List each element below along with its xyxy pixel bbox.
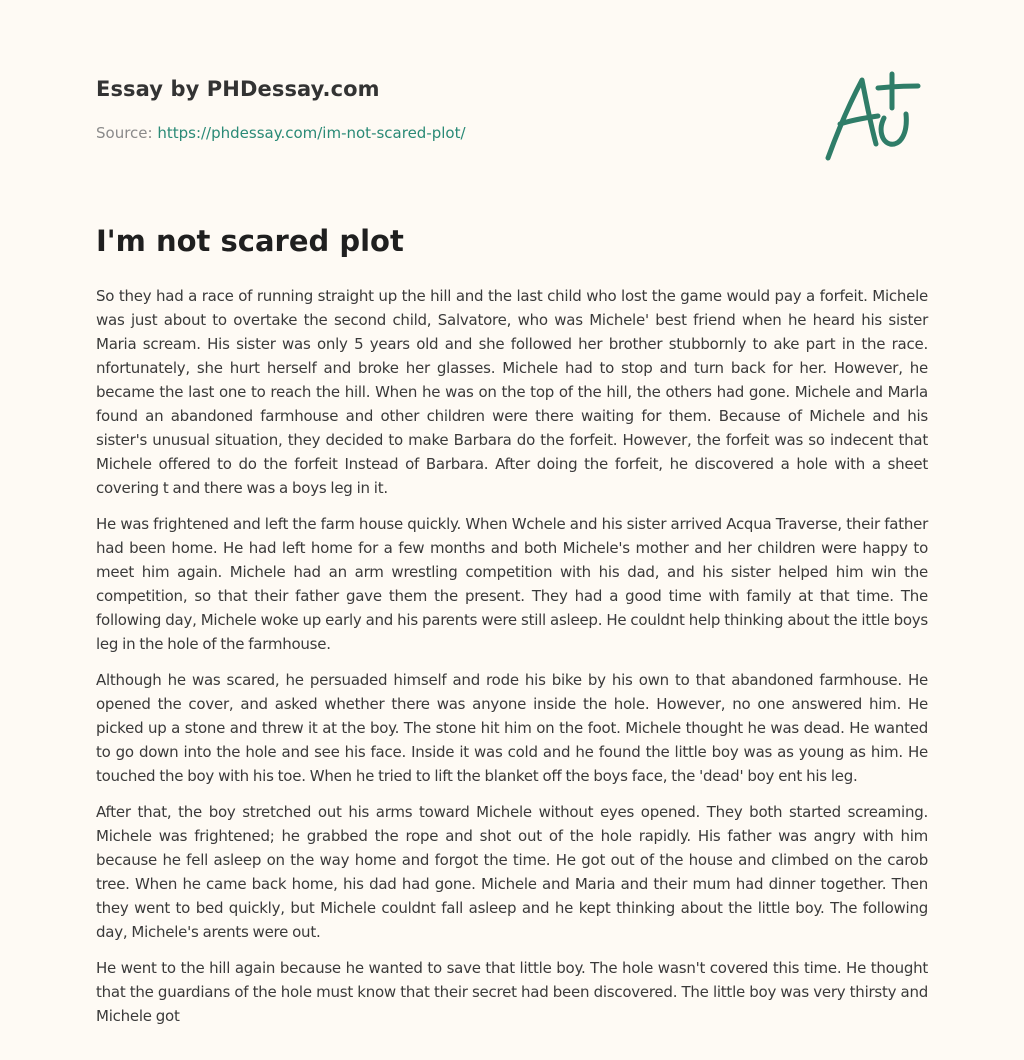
source-line [96, 124, 466, 142]
a-plus-grade-icon [822, 70, 926, 166]
source-label: Source: [96, 124, 158, 142]
essay-paragraph: So they had a race of running straight up the hill and the last child who lost the game would pay a forfeit. Michele was just about to overtake the second child, Salvatore, who was Michele' best friend when he heard his sister Maria scream. His sister was only 5 years old and she followed her brother stubbornly to ake part in the race. nfortunately, she hurt herself and broke her glasses. Michele had to stop and turn back for her. However, he became the last one to reach the hill. When he was on the top of the hill, the others had gone. Michele and Marla found an abandoned farmhouse and other children were there waiting for them. Because of Michele and his sister's unusual situation, they decided to make Barbara do the forfeit. However, the forfeit was so indecent that Michele offered to do the forfeit Instead of Barbara. After doing the forfeit, he discovered a hole with a sheet covering t and there was a boys leg in it. [96, 287, 928, 497]
essay-body [96, 284, 928, 1040]
source-link[interactable]: https://phdessay.com/im-not-scared-plot/ [157, 124, 466, 142]
plus-horizontal-stroke [878, 86, 918, 88]
essay-paragraph: After that, the boy stretched out his arms toward Michele without eyes opened. They both started screaming. Michele was frightened; he grabbed the rope and shot out of the hole rapidly. His father was angry with him because he fell asleep on the way home and forgot the time. He got out of the house and climbed on the carob tree. When he came back home, his dad had gone. Michele and Maria and their mum had dinner together. Then they went to bed quickly, but Michele couldnt fall asleep and he kept thinking about the little boy. The following day, Michele's arents were out. [96, 803, 928, 941]
essay-paragraph: He was frightened and left the farm house quickly. When Wchele and his sister arrived Acqua Traverse, their father had been home. He had left home for a few months and both Michele's mother and her children were happy to meet him again. Michele had an arm wrestling competition with his dad, and his sister helped him win the competition, so that their father gave them the present. They had a good time with family at that time. The following day, Michele woke up early and his parents were still asleep. He couldnt help thinking about the ittle boys leg in the hole of the farmhouse. [96, 515, 928, 653]
essay-title: I'm not scared plot [96, 224, 404, 258]
essay-paragraph: He went to the hill again because he wanted to save that little boy. The hole wasn't covered this time. He thought that the guardians of the hole must know that their secret had been discovered. The little boy was very thirsty and Michele got [96, 959, 928, 1025]
o-loop-stroke [881, 114, 906, 144]
essay-paragraph: Although he was scared, he persuaded himself and rode his bike by his own to that abandoned farmhouse. He opened the cover, and asked whether there was anyone inside the hole. However, no one answered him. He picked up a stone and threw it at the boy. The stone hit him on the foot. Michele thought he was dead. He wanted to go down into the hole and see his face. Inside it was cold and he found the little boy was as young as him. He touched the boy with his toe. When he tried to lift the blanket off the boys face, the 'dead' boy ent his leg. [96, 671, 928, 785]
brand-title: Essay by PHDessay.com [96, 77, 380, 101]
